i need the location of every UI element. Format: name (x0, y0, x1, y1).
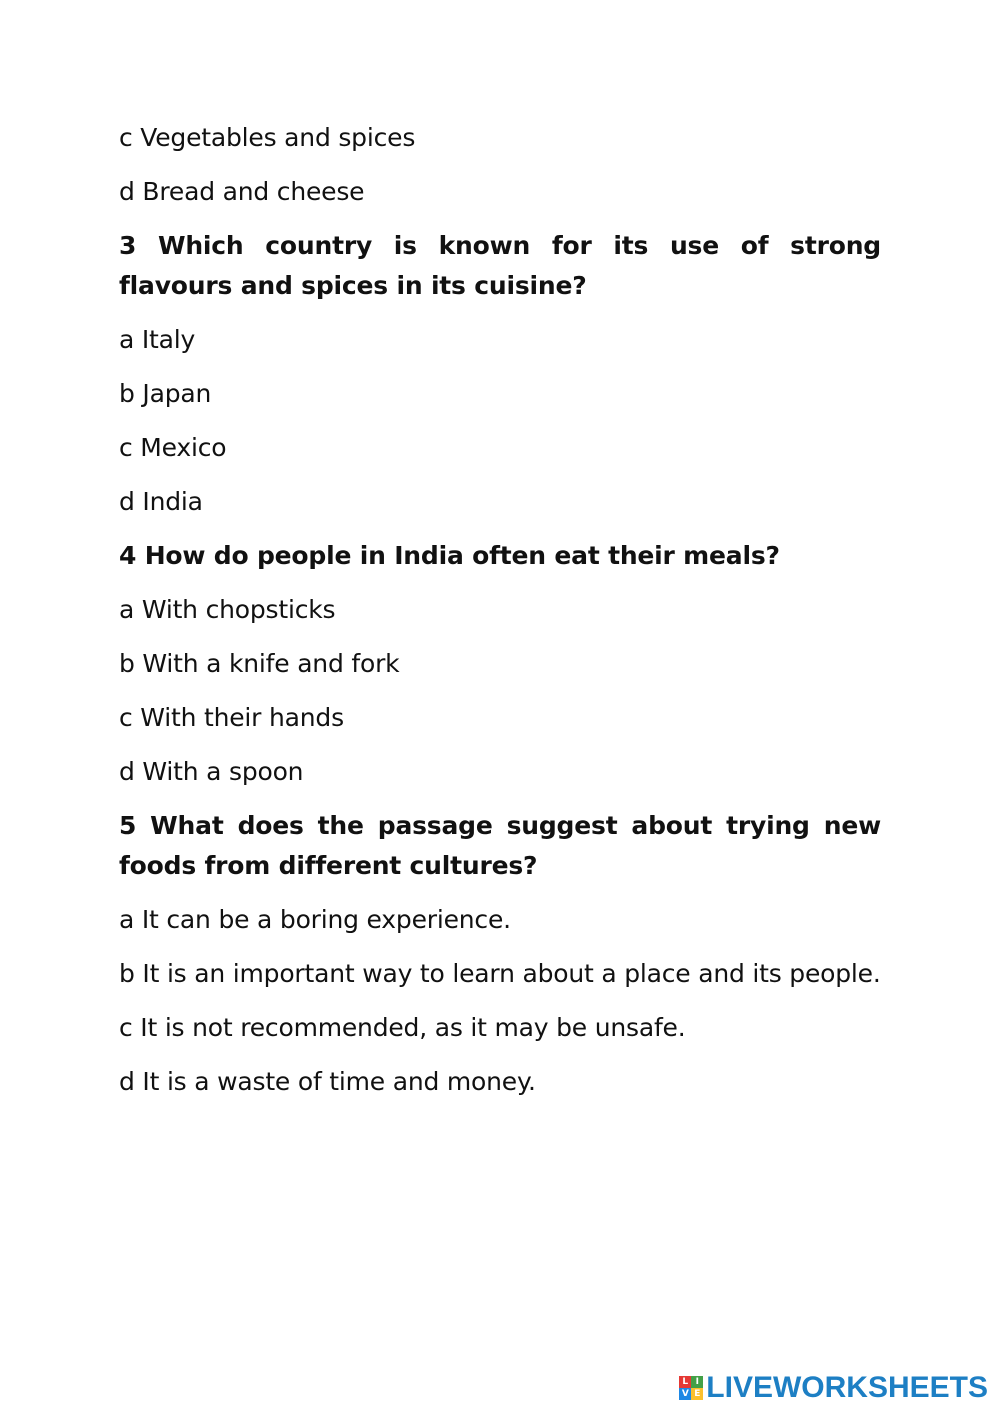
logo-tile: L (679, 1376, 691, 1388)
worksheet-content (119, 118, 881, 1116)
answer-option[interactable]: a Italy (119, 325, 196, 354)
liveworksheets-logo-icon (679, 1376, 703, 1400)
answer-option[interactable]: c With their hands (119, 703, 344, 732)
answer-option[interactable]: b Japan (119, 379, 212, 408)
answer-option[interactable]: a It can be a boring experience. (119, 905, 511, 934)
answer-option[interactable]: d It is a waste of time and money. (119, 1067, 536, 1096)
question-text: 5 What does the passage suggest about trying new foods from different cultures? (119, 811, 881, 880)
answer-option[interactable]: d With a spoon (119, 757, 304, 786)
answer-option[interactable]: d Bread and cheese (119, 177, 365, 206)
answer-option[interactable]: c Mexico (119, 433, 227, 462)
logo-tile: V (679, 1388, 691, 1400)
answer-option[interactable]: a With chopsticks (119, 595, 336, 624)
answer-option[interactable]: c It is not recommended, as it may be unsafe. (119, 1013, 686, 1042)
logo-tile: E (691, 1388, 703, 1400)
liveworksheets-branding (679, 1370, 988, 1406)
liveworksheets-wordmark: LIVEWORKSHEETS (706, 1371, 988, 1404)
answer-option[interactable]: d India (119, 487, 203, 516)
answer-option[interactable]: b It is an important way to learn about a place and its people. (119, 959, 881, 988)
answer-option[interactable]: c Vegetables and spices (119, 123, 416, 152)
logo-tile: I (691, 1376, 703, 1388)
question-text: 4 How do people in India often eat their meals? (119, 541, 780, 570)
answer-option[interactable]: b With a knife and fork (119, 649, 400, 678)
question-text: 3 Which country is known for its use of strong flavours and spices in its cuisine? (119, 231, 881, 300)
